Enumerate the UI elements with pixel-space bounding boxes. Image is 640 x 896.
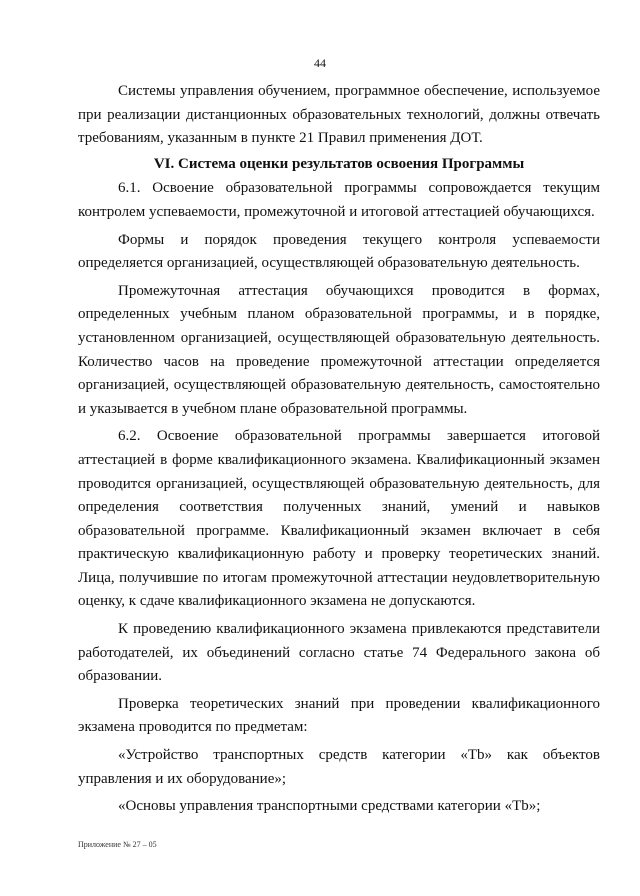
paragraph-employers: К проведению квалификационного экзамена привлекаются представители работодателей, их объединений согласно статье 74 Федерального закона об образовании. [78, 621, 600, 685]
list-item-subject-1: «Устройство транспортных средств категории «Tb» как объектов управления и их оборудование»; [78, 747, 600, 787]
page-number: 44 [314, 56, 326, 70]
footer-note: Приложение № 27 – 05 [78, 840, 157, 849]
list-item-subject-2: «Основы управления транспортными средствами категории «Tb»; [118, 798, 541, 815]
paragraph-intermediate-attestation: Промежуточная аттестация обучающихся проводится в формах, определенных учебным планом образовательной программы, и в порядке, установленном организацией, осуществляющей образовательную деятельность. Количество часов на проведение промежуточной аттестации определяется организацией, осуществляющей образовательную деятельность, самостоятельно и указывается в учебном плане образовательной программы. [78, 282, 600, 417]
paragraph-current-control: Формы и порядок проведения текущего контроля успеваемости определяется организацией, осуществляющей образовательную деятельность. [78, 231, 600, 272]
document-body [78, 80, 600, 819]
paragraph-6-2: 6.2. Освоение образовательной программы завершается итоговой аттестацией в форме квалификационного экзамена. Квалификационный экзамен проводится организацией, осуществляющей образовательную деятельность, для определения соответствия полученных знаний, умений и навыков образовательной программе. Квалификационный экзамен включает в себя практическую квалификационную работу и проверку теоретических знаний. Лица, получившие по итогам промежуточной аттестации неудовлетворительную оценку, к сдаче квалификационного экзамена не допускаются. [78, 428, 600, 610]
paragraph-theory-check: Проверка теоретических знаний при проведении квалификационного экзамена проводится по предметам: [78, 695, 600, 736]
section-heading: VI. Система оценки результатов освоения Программы [153, 155, 525, 172]
paragraph-6-1: 6.1. Освоение образовательной программы сопровождается текущим контролем успеваемости, промежуточной и итоговой аттестацией обучающихся. [78, 180, 600, 220]
paragraph-lms: Системы управления обучением, программное обеспечение, используемое при реализации дистанционных образовательных технологий, должны отвечать требованиям, указанным в пункте 21 Правил применения ДОТ. [78, 83, 600, 147]
